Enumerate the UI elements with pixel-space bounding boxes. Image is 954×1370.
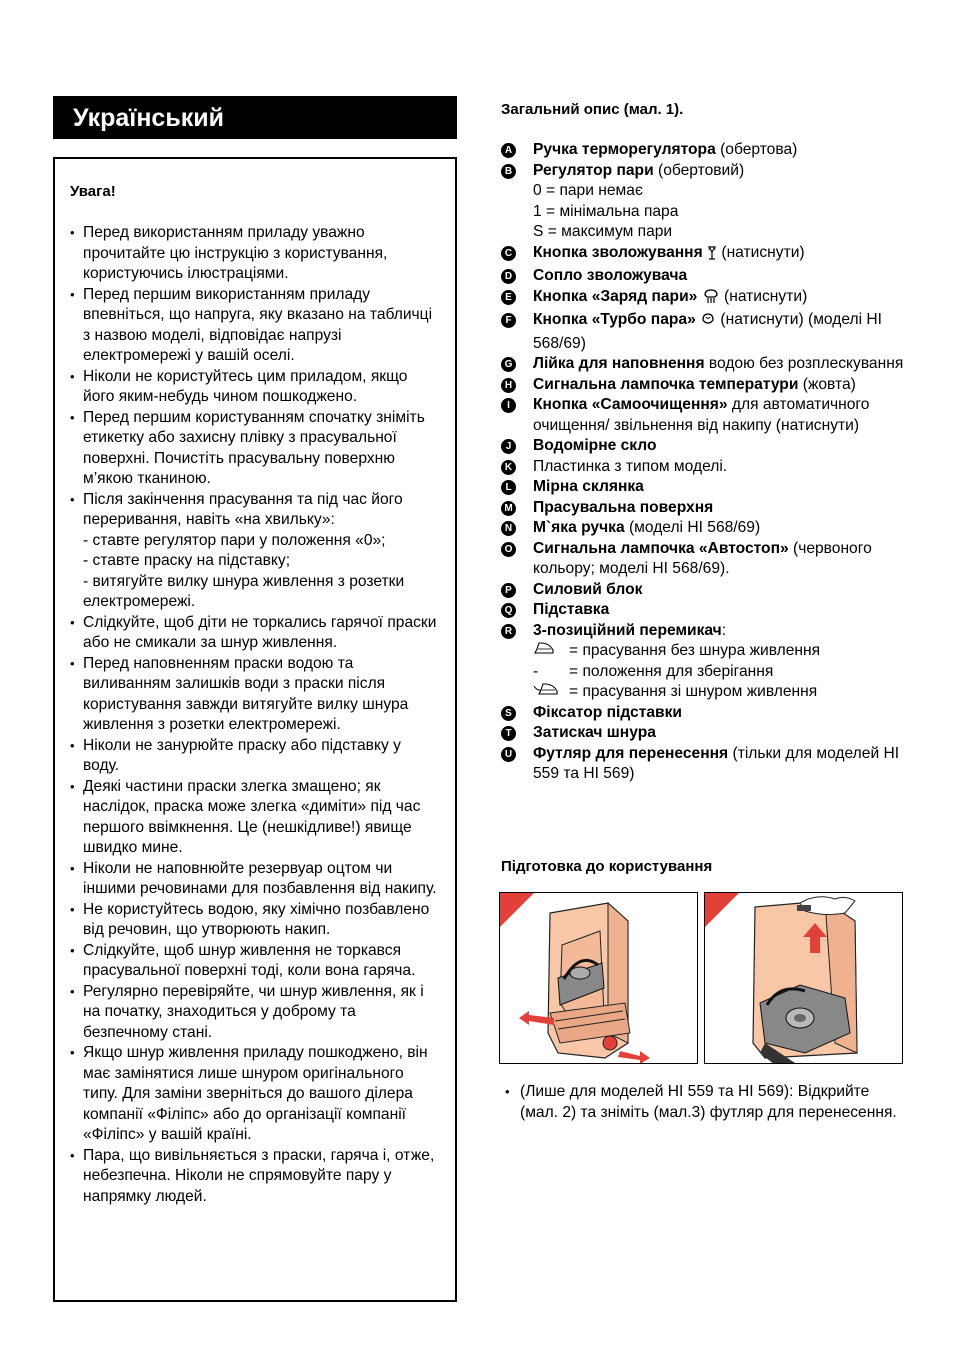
part-name: M`яка ручка	[533, 519, 625, 536]
part-detail: (жовта)	[798, 375, 856, 393]
warning-item-text: • Не користуйтесь водою, яку хімічно позбавлено від речовин, що утворюють накип.	[83, 900, 430, 938]
part-letter-badge: Q	[501, 603, 516, 618]
part-letter-badge: L	[501, 480, 516, 495]
part-item	[501, 723, 921, 744]
part-item	[501, 375, 921, 396]
preparation-heading: Підготовка до користування	[501, 858, 713, 875]
parts-list	[501, 140, 921, 785]
part-letter-badge: S	[501, 706, 516, 721]
parts-list-container	[501, 140, 921, 785]
part-letter-badge: G	[501, 357, 516, 372]
part-setting-line: 0 = пари немає	[533, 182, 643, 199]
warning-item	[70, 941, 441, 982]
part-name: Регулятор пари	[533, 161, 654, 179]
warning-box	[53, 157, 457, 1302]
steam-shot-icon	[702, 288, 720, 311]
part-name: Ручка терморегулятора	[533, 141, 716, 158]
part-detail: :	[721, 621, 727, 639]
part-item	[501, 395, 921, 436]
part-item	[501, 140, 921, 161]
bullet: •	[505, 1084, 510, 1099]
part-item	[501, 161, 921, 243]
part-detail: (натиснути)	[719, 287, 808, 305]
part-letter-badge: J	[501, 439, 516, 454]
switch-position-row	[533, 641, 921, 662]
part-name: Фіксатор підставки	[533, 703, 682, 721]
part-letter-badge: N	[501, 521, 516, 536]
part-letter-badge: K	[501, 460, 516, 475]
warning-item-text: • Якщо шнур живлення приладу пошкоджено, він має замінятися лише шнуром оригінального типу. Для заміни зверніться до вашого ділера компанії «Філіпс» або до організації компанії «Філіпс» у вашій країні.	[83, 1044, 428, 1143]
part-item	[501, 600, 921, 621]
part-letter-badge: T	[501, 726, 516, 741]
part-letter-badge: D	[501, 269, 516, 284]
part-item	[501, 310, 921, 354]
warning-item-text: • Перед першим використанням приладу впевніться, що напруга, яку вказано на табличці з назвою моделі, відповідає напрузі електромережі у вашій оселі.	[83, 285, 433, 364]
part-name: Лійка для наповнення	[533, 355, 705, 372]
warning-item	[70, 654, 441, 736]
part-item	[501, 457, 921, 478]
corded-iron-icon	[533, 682, 569, 703]
part-letter-badge: R	[501, 624, 516, 639]
general-description-heading: Загальний опис (мал. 1).	[501, 101, 684, 118]
warning-item	[70, 1043, 441, 1146]
part-name: Прасувальна поверхня	[533, 498, 714, 516]
part-letter-badge: C	[501, 246, 516, 261]
warning-item	[70, 982, 441, 1044]
part-item	[501, 580, 921, 601]
part-letter-badge: I	[501, 398, 516, 413]
warning-item	[70, 223, 441, 285]
page-title: Український	[53, 96, 457, 139]
warning-item-text: • Слідкуйте, щоб шнур живлення не торкався прасувальної поверхні тоді, коли вона гаряча.	[83, 941, 416, 979]
warning-list	[70, 223, 441, 1207]
part-detail: (натиснути)	[717, 243, 805, 261]
part-item	[501, 518, 921, 539]
switch-position-text: = прасування без шнура живлення	[569, 642, 821, 659]
part-letter-badge: B	[501, 164, 516, 179]
preparation-note-text: (Лише для моделей HI 559 та HI 569): Відкрийте (мал. 2) та зніміть (мал.3) футляр для перенесення.	[520, 1083, 897, 1121]
part-item	[501, 477, 921, 498]
part-item	[501, 287, 921, 311]
part-letter-badge: U	[501, 747, 516, 762]
part-letter-badge: P	[501, 583, 516, 598]
part-item	[501, 266, 921, 287]
warning-item	[70, 859, 441, 900]
warning-item	[70, 408, 441, 490]
preparation-note	[505, 1082, 905, 1123]
part-setting-line: 1 = мінімальна пара	[533, 202, 679, 220]
warning-item-text: • Слідкуйте, щоб діти не торкались гарячої праски або не смикали за шнур живлення.	[83, 613, 437, 651]
warning-subitem: - ставте регулятор пари у положення «0»;	[83, 531, 386, 549]
part-setting-line: S = максимум пари	[533, 223, 673, 240]
spray-icon	[707, 246, 717, 267]
storage-dash: -	[533, 662, 539, 680]
part-name: Підставка	[533, 601, 610, 618]
part-name: Силовий блок	[533, 580, 643, 598]
part-name: 3-позиційний перемикач	[533, 621, 722, 639]
part-detail: (тільки для моделей HI 559 та HI 569)	[533, 744, 900, 782]
warning-subitem: - ставте праску на підставку;	[83, 552, 291, 569]
part-item	[501, 243, 921, 267]
part-letter-badge: A	[501, 143, 516, 158]
figure-open-case	[499, 892, 698, 1064]
part-detail: (обертовий)	[653, 161, 745, 179]
switch-position-row	[533, 682, 921, 703]
warning-item-text: • Ніколи не занурюйте праску або підставку у воду.	[83, 736, 401, 774]
part-letter-badge: H	[501, 378, 516, 393]
warning-item-text: • Ніколи не наповнюйте резервуар оцтом чи іншими речовинами для позбавлення від накипу.	[83, 859, 437, 897]
warning-item	[70, 777, 441, 859]
warning-subitem: - витягуйте вилку шнура живлення з розетки електромережі.	[83, 572, 405, 610]
cordless-iron-icon	[533, 641, 569, 662]
part-detail: (моделі HI 568/69)	[624, 519, 761, 536]
warning-item	[70, 490, 441, 613]
part-letter-badge: O	[501, 542, 516, 557]
warning-item-text: • Ніколи не користуйтесь цим приладом, якщо його яким-небудь чином пошкоджено.	[83, 367, 408, 405]
part-item	[501, 354, 921, 375]
part-letter-badge: M	[501, 501, 516, 516]
warning-item	[70, 1146, 441, 1208]
part-name: Сигнальна лампочка температури	[533, 375, 799, 393]
warning-item	[70, 613, 441, 654]
switch-position-text: = прасування зі шнуром живлення	[569, 683, 818, 700]
part-item	[501, 744, 921, 785]
part-name: Кнопка «Самоочищення»	[533, 396, 728, 413]
part-name: Кнопка «Заряд пари»	[533, 287, 698, 305]
part-name: Футляр для перенесення	[533, 744, 729, 762]
part-name: Кнопка «Турбо пара»	[533, 311, 696, 328]
warning-item-text: • Пара, що вивільняється з праски, гаряча і, отже, небезпечна. Ніколи не спрямовуйте пару у напрямку людей.	[83, 1146, 435, 1205]
part-detail: (натиснути) (моделі HI 568/69)	[533, 311, 882, 352]
part-detail: (обертова)	[715, 141, 798, 158]
part-name: Мірна склянка	[533, 478, 644, 495]
warning-item-text: • Перед наповненням праски водою та виливанням залишків води з праски після користування завжди витягуйте вилку шнура живлення з розетки електромережі.	[83, 654, 409, 733]
part-name: Кнопка зволожування	[533, 243, 703, 261]
part-detail: (червоного кольору; моделі HI 568/69).	[533, 539, 872, 577]
warning-item	[70, 285, 441, 367]
switch-position-row	[533, 662, 921, 683]
warning-heading: Увага!	[70, 183, 116, 200]
part-letter-badge: F	[501, 313, 516, 328]
part-name: Затискач шнура	[533, 724, 656, 741]
part-item	[501, 703, 921, 724]
warning-item	[70, 736, 441, 777]
part-item	[501, 498, 921, 519]
part-letter-badge: E	[501, 290, 516, 305]
warning-item-text: • Після закінчення прасування та під час його переривання, навіть «на хвильку»:	[83, 490, 403, 528]
part-item	[501, 539, 921, 580]
warning-item	[70, 900, 441, 941]
part-name: Сигнальна лампочка «Автостоп»	[533, 539, 789, 557]
warning-item-text: • Деякі частини праски злегка змащено; як наслідок, праска може злегка «диміти» під час першого ввімкнення. Це (нешкідливе!) явище швидко мине.	[83, 777, 421, 856]
switch-position-text: = положення для зберігання	[569, 662, 774, 680]
part-item	[501, 621, 921, 703]
part-detail: для автоматичного очищення/ звільнення від накипу (натиснути)	[533, 396, 870, 434]
warning-item-text: • Перед першим користуванням спочатку зніміть етикетку або захисну плівку з прасувальної поверхні. Почистіть прасувальну поверхню м’якою тканиною.	[83, 408, 425, 487]
part-name: Сопло зволожувача	[533, 267, 688, 284]
warning-item-text: • Перед використанням приладу уважно прочитайте цю інструкцію з користування, користуючись ілюстраціями.	[83, 224, 388, 282]
turbo-steam-icon	[700, 311, 716, 334]
part-detail: водою без розплескування	[704, 355, 904, 372]
part-detail: Пластинка з типом моделі.	[533, 457, 728, 475]
part-item	[501, 436, 921, 457]
figure-remove-case	[704, 892, 903, 1064]
part-name: Водомірне скло	[533, 437, 657, 454]
warning-item-text: • Регулярно перевіряйте, чи шнур живлення, як і на початку, знаходиться у доброму та безпечному стані.	[83, 982, 424, 1041]
warning-item	[70, 367, 441, 408]
